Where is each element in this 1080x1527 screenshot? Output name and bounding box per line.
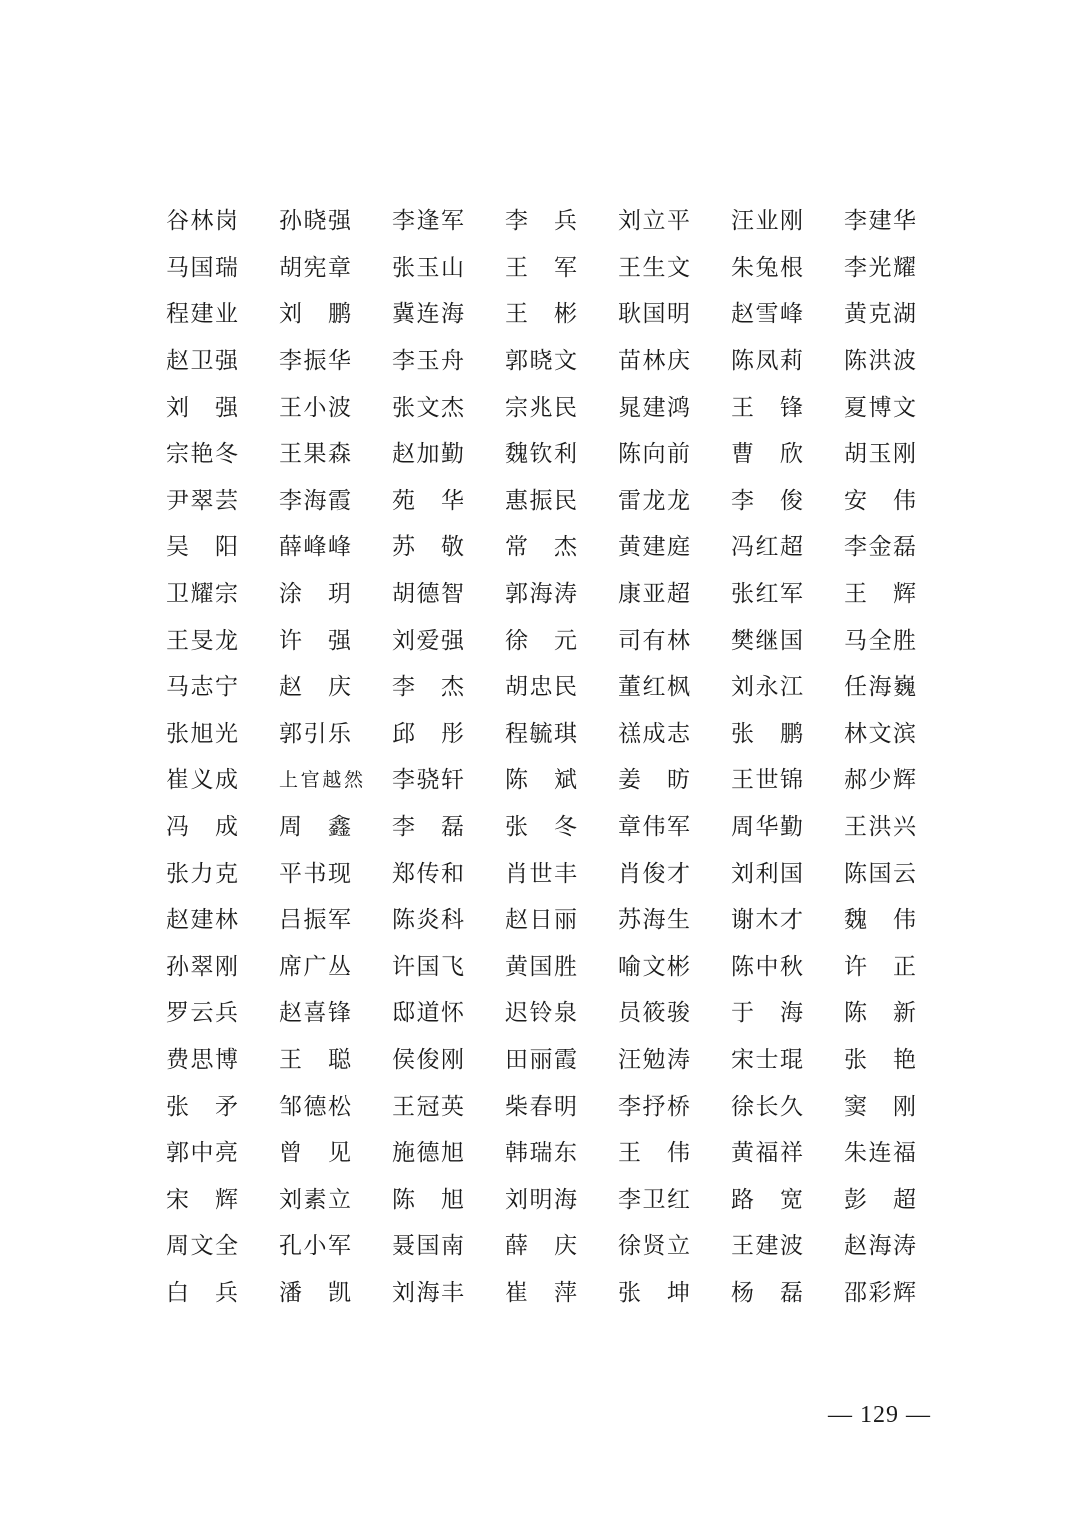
person-name: 邵 彩 辉 — [844, 1279, 916, 1306]
person-name: 于 海 — [731, 1000, 803, 1027]
person-name: 王 果 森 — [279, 441, 351, 468]
person-name: 聂 国 南 — [392, 1233, 464, 1260]
person-name: 郭 晓 文 — [505, 348, 577, 375]
person-name: 胡 忠 民 — [505, 674, 577, 701]
person-name: 李 建 华 — [844, 208, 916, 235]
person-name: 程 毓 琪 — [505, 720, 577, 747]
person-name: 许 国 飞 — [392, 953, 464, 980]
person-name: 孔 小 军 — [279, 1233, 351, 1260]
person-name: 李 海 霞 — [279, 487, 351, 514]
name-row — [166, 524, 926, 571]
person-name: 王 辉 — [844, 581, 916, 608]
person-name: 李 卫 红 — [618, 1186, 690, 1213]
person-name: 涂 玥 — [279, 581, 351, 608]
person-name: 雷 龙 龙 — [618, 487, 690, 514]
person-name: 周 鑫 — [279, 814, 351, 841]
person-name: 肖 世 丰 — [505, 860, 577, 887]
person-name: 宗 艳 冬 — [166, 441, 238, 468]
person-name: 王 建 波 — [731, 1233, 803, 1260]
person-name: 刘 明 海 — [505, 1186, 577, 1213]
person-name: 费 思 博 — [166, 1046, 238, 1073]
name-row — [166, 245, 926, 292]
person-name: 卫 耀 宗 — [166, 581, 238, 608]
person-name: 吴 阳 — [166, 534, 238, 561]
person-name: 刘 利 国 — [731, 860, 803, 887]
person-name: 苗 林 庆 — [618, 348, 690, 375]
person-name: 陈 旭 — [392, 1186, 464, 1213]
person-name: 韩 瑞 东 — [505, 1140, 577, 1167]
person-name: 张 艳 — [844, 1046, 916, 1073]
person-name: 王 小 波 — [279, 394, 351, 421]
name-row — [166, 431, 926, 478]
person-name: 张 坤 — [618, 1279, 690, 1306]
person-name: 常 杰 — [505, 534, 577, 561]
person-name: 章 伟 军 — [618, 814, 690, 841]
person-name: 陈 凤 莉 — [731, 348, 803, 375]
person-name: 施 德 旭 — [392, 1140, 464, 1167]
person-name: 张 文 杰 — [392, 394, 464, 421]
person-name: 宋 士 琨 — [731, 1046, 803, 1073]
person-name: 郝 少 辉 — [844, 767, 916, 794]
person-name: 耿 国 明 — [618, 301, 690, 328]
person-name: 冀 连 海 — [392, 301, 464, 328]
person-name: 惠 振 民 — [505, 487, 577, 514]
name-row — [166, 990, 926, 1037]
person-name: 周 文 全 — [166, 1233, 238, 1260]
person-name: 王 军 — [505, 254, 577, 281]
person-name: 王 旻 龙 — [166, 627, 238, 654]
person-name: 孙 晓 强 — [279, 208, 351, 235]
person-name: 席 广 丛 — [279, 953, 351, 980]
person-name: 薛 庆 — [505, 1233, 577, 1260]
person-name: 马 志 宁 — [166, 674, 238, 701]
person-name: 樊 继 国 — [731, 627, 803, 654]
person-name: 赵 喜 锋 — [279, 1000, 351, 1027]
person-name: 宗 兆 民 — [505, 394, 577, 421]
person-name: 汪 勉 涛 — [618, 1046, 690, 1073]
person-name: 赵 日 丽 — [505, 907, 577, 934]
person-name: 李 振 华 — [279, 348, 351, 375]
person-name: 刘 爱 强 — [392, 627, 464, 654]
person-name: 朱 兔 根 — [731, 254, 803, 281]
person-name: 刘 永 江 — [731, 674, 803, 701]
person-name: 徐 元 — [505, 627, 577, 654]
person-name: 李 光 耀 — [844, 254, 916, 281]
page-number: — 129 — — [828, 1402, 931, 1428]
person-name: 肖 俊 才 — [618, 860, 690, 887]
person-name: 赵 建 林 — [166, 907, 238, 934]
name-row — [166, 1037, 926, 1084]
person-name: 刘 鹏 — [279, 301, 351, 328]
person-name: 马 国 瑞 — [166, 254, 238, 281]
person-name: 姜 昉 — [618, 767, 690, 794]
person-name: 罗 云 兵 — [166, 1000, 238, 1027]
person-name: 李 磊 — [392, 814, 464, 841]
person-name: 王 聪 — [279, 1046, 351, 1073]
person-name: 崔 义 成 — [166, 767, 238, 794]
person-name: 张 冬 — [505, 814, 577, 841]
person-name: 邹 德 松 — [279, 1093, 351, 1120]
name-row — [166, 338, 926, 385]
name-row — [166, 571, 926, 618]
name-row — [166, 1176, 926, 1223]
person-name: 陈 中 秋 — [731, 953, 803, 980]
person-name: 崔 萍 — [505, 1279, 577, 1306]
person-name: 朱 连 福 — [844, 1140, 916, 1167]
person-name: 胡 玉 刚 — [844, 441, 916, 468]
person-name: 李 俊 — [731, 487, 803, 514]
person-name: 王 世 锦 — [731, 767, 803, 794]
person-name: 路 宽 — [731, 1186, 803, 1213]
person-name: 窦 刚 — [844, 1093, 916, 1120]
person-name: 李 骁 轩 — [392, 767, 464, 794]
person-name: 潘 凯 — [279, 1279, 351, 1306]
person-name: 上 官 越 然 — [279, 769, 363, 792]
person-name: 尹 翠 芸 — [166, 487, 238, 514]
person-name: 王 洪 兴 — [844, 814, 916, 841]
person-name: 李 抒 桥 — [618, 1093, 690, 1120]
name-row — [166, 291, 926, 338]
person-name: 杨 磊 — [731, 1279, 803, 1306]
person-name: 张 力 克 — [166, 860, 238, 887]
name-row — [166, 804, 926, 851]
person-name: 赵 卫 强 — [166, 348, 238, 375]
name-row — [166, 478, 926, 525]
person-name: 赵 庆 — [279, 674, 351, 701]
person-name: 张 红 军 — [731, 581, 803, 608]
name-row — [166, 850, 926, 897]
person-name: 安 伟 — [844, 487, 916, 514]
person-name: 董 红 枫 — [618, 674, 690, 701]
person-name: 陈 国 云 — [844, 860, 916, 887]
person-name: 王 冠 英 — [392, 1093, 464, 1120]
person-name: 黄 国 胜 — [505, 953, 577, 980]
person-name: 白 兵 — [166, 1279, 238, 1306]
person-name: 陈 向 前 — [618, 441, 690, 468]
person-name: 郭 海 涛 — [505, 581, 577, 608]
person-name: 黄 建 庭 — [618, 534, 690, 561]
person-name: 柴 春 明 — [505, 1093, 577, 1120]
person-name: 魏 钦 利 — [505, 441, 577, 468]
name-row — [166, 1130, 926, 1177]
name-row — [166, 757, 926, 804]
person-name: 张 玉 山 — [392, 254, 464, 281]
person-name: 胡 宪 章 — [279, 254, 351, 281]
person-name: 刘 立 平 — [618, 208, 690, 235]
person-name: 陈 新 — [844, 1000, 916, 1027]
person-name: 郭 中 亮 — [166, 1140, 238, 1167]
person-name: 司 有 林 — [618, 627, 690, 654]
person-name: 郑 传 和 — [392, 860, 464, 887]
person-name: 苏 海 生 — [618, 907, 690, 934]
person-name: 宋 辉 — [166, 1186, 238, 1213]
name-row — [166, 384, 926, 431]
person-name: 晁 建 鸿 — [618, 394, 690, 421]
person-name: 喻 文 彬 — [618, 953, 690, 980]
person-name: 李 玉 舟 — [392, 348, 464, 375]
name-row — [166, 897, 926, 944]
person-name: 周 华 勤 — [731, 814, 803, 841]
person-name: 李 金 磊 — [844, 534, 916, 561]
person-name: 刘 海 丰 — [392, 1279, 464, 1306]
person-name: 张 矛 — [166, 1093, 238, 1120]
name-row — [166, 1223, 926, 1270]
person-name: 冯 成 — [166, 814, 238, 841]
person-name: 苏 敬 — [392, 534, 464, 561]
person-name: 张 鹏 — [731, 720, 803, 747]
person-name: 林 文 滨 — [844, 720, 916, 747]
person-name: 曹 欣 — [731, 441, 803, 468]
name-row — [166, 944, 926, 991]
person-name: 许 强 — [279, 627, 351, 654]
person-name: 侯 俊 刚 — [392, 1046, 464, 1073]
person-name: 张 旭 光 — [166, 720, 238, 747]
person-name: 彭 超 — [844, 1186, 916, 1213]
person-name: 徐 贤 立 — [618, 1233, 690, 1260]
person-name: 王 生 文 — [618, 254, 690, 281]
person-name: 许 正 — [844, 953, 916, 980]
person-name: 赵 海 涛 — [844, 1233, 916, 1260]
person-name: 禚 成 志 — [618, 720, 690, 747]
person-name: 陈 洪 波 — [844, 348, 916, 375]
person-name: 迟 铃 泉 — [505, 1000, 577, 1027]
person-name: 员 筱 骏 — [618, 1000, 690, 1027]
person-name: 王 伟 — [618, 1140, 690, 1167]
person-name: 曾 见 — [279, 1140, 351, 1167]
person-name: 胡 德 智 — [392, 581, 464, 608]
person-name: 马 全 胜 — [844, 627, 916, 654]
name-row — [166, 198, 926, 245]
name-row — [166, 617, 926, 664]
person-name: 陈 炎 科 — [392, 907, 464, 934]
person-name: 任 海 巍 — [844, 674, 916, 701]
name-row — [166, 1270, 926, 1317]
name-list-grid — [166, 198, 926, 1316]
person-name: 赵 加 勤 — [392, 441, 464, 468]
person-name: 徐 长 久 — [731, 1093, 803, 1120]
person-name: 郭 引 乐 — [279, 720, 351, 747]
name-row — [166, 711, 926, 758]
person-name: 王 彬 — [505, 301, 577, 328]
name-row — [166, 1083, 926, 1130]
person-name: 陈 斌 — [505, 767, 577, 794]
person-name: 邸 道 怀 — [392, 1000, 464, 1027]
person-name: 康 亚 超 — [618, 581, 690, 608]
person-name: 冯 红 超 — [731, 534, 803, 561]
person-name: 李 杰 — [392, 674, 464, 701]
name-row — [166, 664, 926, 711]
person-name: 程 建 业 — [166, 301, 238, 328]
person-name: 黄 福 祥 — [731, 1140, 803, 1167]
person-name: 王 锋 — [731, 394, 803, 421]
person-name: 赵 雪 峰 — [731, 301, 803, 328]
person-name: 李 兵 — [505, 208, 577, 235]
person-name: 孙 翠 刚 — [166, 953, 238, 980]
person-name: 刘 素 立 — [279, 1186, 351, 1213]
person-name: 苑 华 — [392, 487, 464, 514]
person-name: 吕 振 军 — [279, 907, 351, 934]
person-name: 李 逢 军 — [392, 208, 464, 235]
person-name: 谷 林 岗 — [166, 208, 238, 235]
person-name: 黄 克 湖 — [844, 301, 916, 328]
person-name: 薛 峰 峰 — [279, 534, 351, 561]
person-name: 谢 木 才 — [731, 907, 803, 934]
person-name: 汪 业 刚 — [731, 208, 803, 235]
person-name: 夏 博 文 — [844, 394, 916, 421]
person-name: 平 书 现 — [279, 860, 351, 887]
person-name: 魏 伟 — [844, 907, 916, 934]
person-name: 邱 彤 — [392, 720, 464, 747]
person-name: 刘 强 — [166, 394, 238, 421]
person-name: 田 丽 霞 — [505, 1046, 577, 1073]
